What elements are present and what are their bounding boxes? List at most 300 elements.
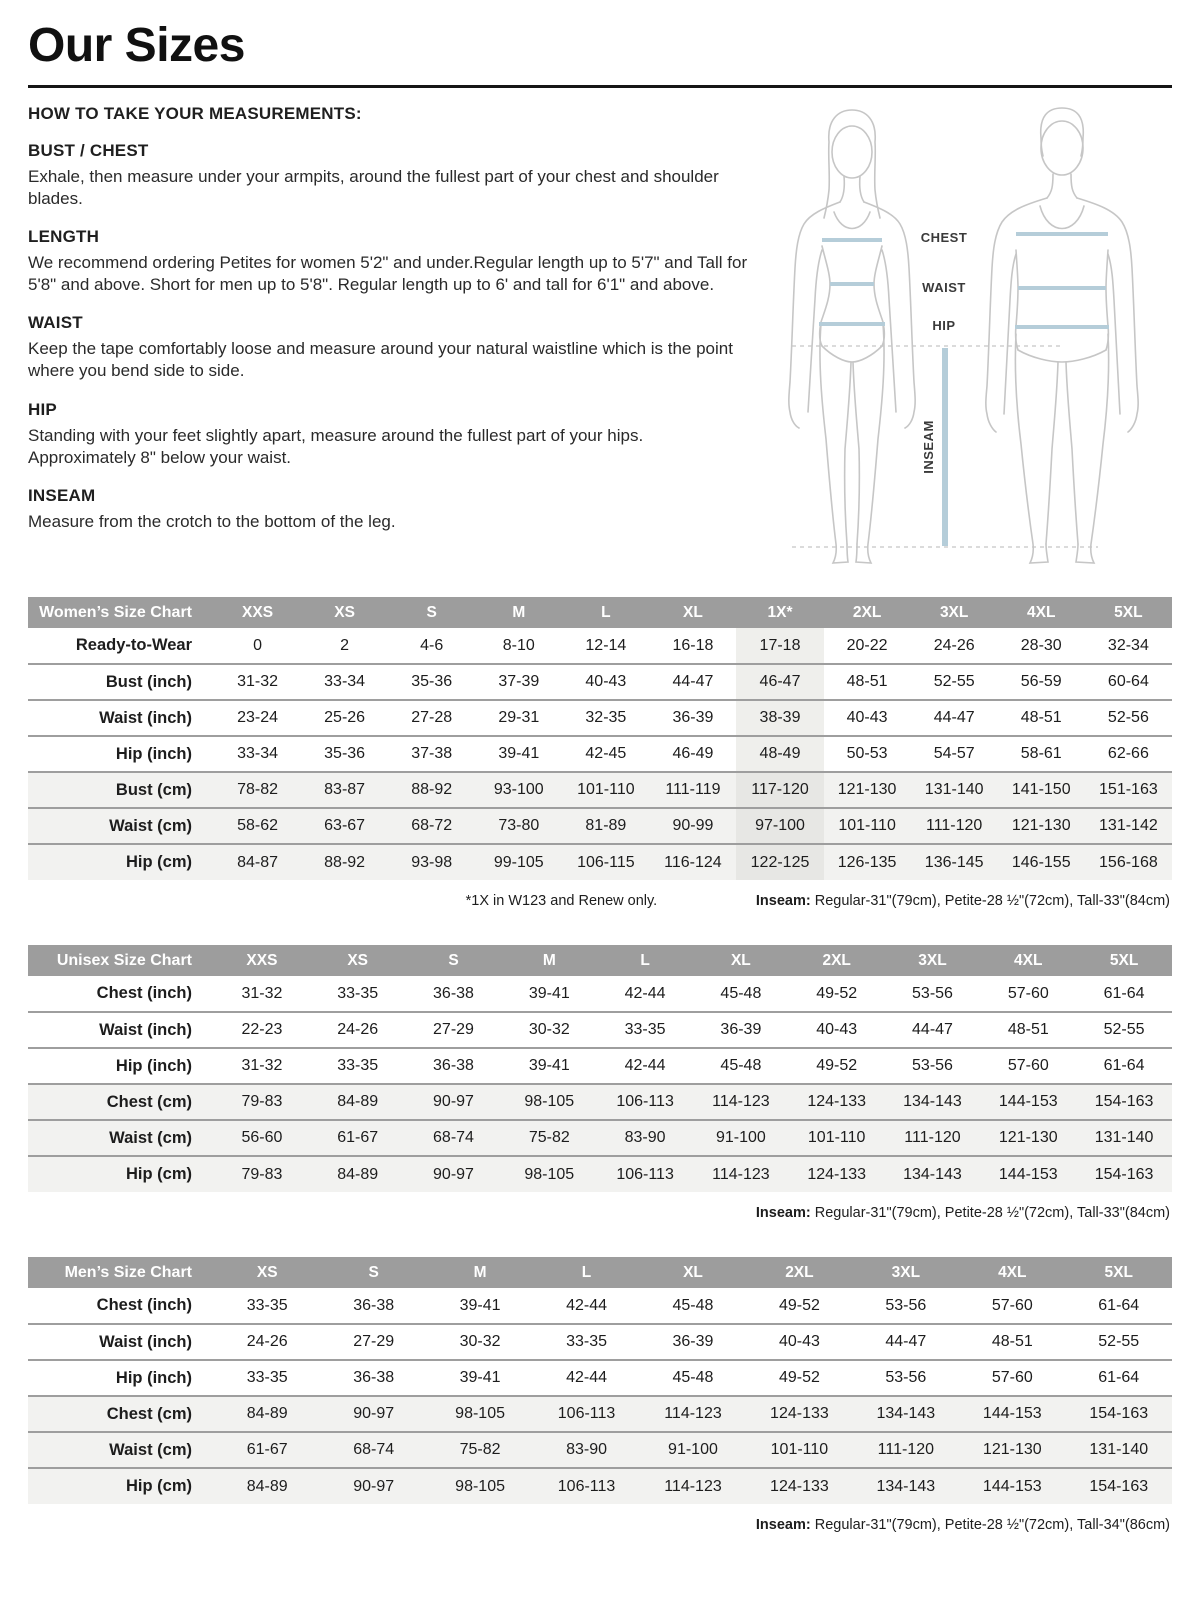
size-value-cell: 91-100 (693, 1120, 789, 1156)
size-table-row (28, 1120, 1172, 1156)
size-value-cell: 33-35 (337, 984, 379, 1002)
size-column-header: 5XL (1085, 597, 1172, 628)
size-value-cell: 31-32 (241, 984, 283, 1002)
size-value-cell: 42-45 (585, 745, 627, 762)
title-divider (28, 85, 1172, 88)
unisex-size-table (28, 945, 1172, 1192)
size-column-header: 3XL (853, 1257, 959, 1288)
size-value-cell: 63-67 (301, 808, 388, 844)
size-value-cell: 40-43 (816, 1021, 858, 1038)
size-value-cell: 37-38 (411, 745, 453, 762)
size-value-cell: 134-143 (853, 1396, 959, 1432)
size-value-cell: 40-43 (846, 709, 888, 726)
size-value-cell: 52-55 (1103, 1021, 1145, 1038)
size-table-row (28, 844, 1172, 880)
size-column-header: XS (214, 1257, 320, 1288)
size-value-cell: 24-26 (337, 1021, 379, 1038)
size-table-header-row (28, 597, 1172, 628)
size-value-cell: 90-99 (649, 808, 736, 844)
size-value-cell: 151-163 (1085, 772, 1172, 808)
size-value-cell: 75-82 (427, 1432, 533, 1468)
size-table-header-row (28, 945, 1172, 976)
size-value-cell: 48-51 (846, 673, 888, 690)
inseam-footnote-label: Inseam: (755, 893, 811, 909)
size-value-cell: 144-153 (959, 1468, 1065, 1504)
size-value-cell: 36-39 (672, 1333, 714, 1350)
size-value-cell: 144-153 (980, 1156, 1076, 1192)
unisex-footnotes (28, 1205, 1172, 1227)
size-value-cell: 17-18 (736, 628, 823, 664)
size-value-cell: 75-82 (501, 1120, 597, 1156)
size-value-cell: 61-64 (1103, 1057, 1145, 1074)
size-value-cell: 36-39 (672, 709, 714, 726)
size-value-cell: 32-35 (585, 709, 627, 726)
size-value-cell: 58-62 (214, 808, 301, 844)
size-value-cell: 131-140 (1066, 1432, 1173, 1468)
mens-inseam-footnote (756, 1517, 1170, 1533)
size-column-header: S (388, 597, 475, 628)
size-value-cell: 27-29 (353, 1333, 395, 1350)
size-value-cell: 84-89 (214, 1396, 320, 1432)
size-value-cell: 61-67 (310, 1120, 406, 1156)
inseam-footnote-text: Regular-31"(79cm), Petite-28 ½"(72cm), Tall-33"(84cm) (810, 893, 1170, 909)
size-column-header: XL (693, 945, 789, 976)
size-value-cell: 20-22 (846, 636, 888, 654)
measurement-diagram (752, 94, 1172, 579)
size-value-cell: 134-143 (885, 1084, 981, 1120)
size-value-cell: 0 (253, 636, 262, 654)
size-table-row (28, 1012, 1172, 1048)
size-value-cell: 36-38 (353, 1369, 395, 1386)
size-column-header: 4XL (998, 597, 1085, 628)
size-value-cell: 98-105 (427, 1468, 533, 1504)
size-table-row (28, 1084, 1172, 1120)
size-value-cell: 62-66 (1107, 745, 1149, 762)
row-label: Chest (cm) (28, 1084, 214, 1120)
size-value-cell: 30-32 (459, 1333, 501, 1350)
size-column-header: 5XL (1076, 945, 1172, 976)
size-value-cell: 53-56 (912, 984, 953, 1002)
size-value-cell: 42-44 (624, 984, 666, 1002)
size-value-cell: 68-74 (320, 1432, 426, 1468)
womens-size-table (28, 597, 1172, 880)
size-value-cell: 49-52 (816, 984, 858, 1002)
size-value-cell: 106-113 (533, 1468, 639, 1504)
size-value-cell: 116-124 (649, 844, 736, 880)
size-value-cell: 42-44 (624, 1057, 666, 1074)
size-value-cell: 57-60 (1007, 984, 1049, 1002)
size-column-header: XL (649, 597, 736, 628)
size-value-cell: 44-47 (933, 709, 975, 726)
body-measurement-illustration (752, 94, 1172, 574)
size-value-cell: 38-39 (736, 700, 823, 736)
size-column-header: XS (301, 597, 388, 628)
size-column-header: 3XL (911, 597, 998, 628)
size-value-cell: 81-89 (562, 808, 649, 844)
size-value-cell: 54-57 (933, 745, 975, 762)
size-value-cell: 84-89 (310, 1084, 406, 1120)
size-value-cell: 101-110 (746, 1432, 852, 1468)
section-body-inseam: Measure from the crotch to the bottom of the leg. (28, 511, 396, 531)
size-table-row (28, 1396, 1172, 1432)
inseam-footnote-label: Inseam: (755, 1205, 811, 1221)
size-value-cell: 53-56 (912, 1057, 953, 1074)
row-label: Waist (cm) (28, 1120, 214, 1156)
section-title-hip: HIP (28, 399, 57, 419)
size-value-cell: 33-35 (246, 1296, 288, 1314)
section-title-inseam: INSEAM (28, 485, 96, 505)
size-value-cell: 49-52 (816, 1057, 858, 1074)
chest-label: CHEST (920, 230, 968, 245)
unisex-inseam-footnote (756, 1205, 1170, 1221)
size-value-cell: 124-133 (789, 1084, 885, 1120)
size-value-cell: 68-72 (388, 808, 475, 844)
size-table-row (28, 628, 1172, 664)
size-value-cell: 48-51 (1020, 709, 1062, 726)
section-body-waist: Keep the tape comfortably loose and measure around your natural waistline which is the point where you bend side to side. (28, 339, 733, 381)
size-value-cell: 154-163 (1066, 1396, 1173, 1432)
size-value-cell: 88-92 (301, 844, 388, 880)
size-value-cell: 33-34 (237, 745, 278, 762)
size-value-cell: 60-64 (1107, 673, 1149, 690)
size-value-cell: 122-125 (736, 844, 823, 880)
size-value-cell: 146-155 (998, 844, 1085, 880)
size-value-cell: 78-82 (214, 772, 301, 808)
row-label: Chest (inch) (96, 1296, 192, 1314)
row-label: Waist (cm) (28, 808, 214, 844)
size-value-cell: 44-47 (912, 1021, 953, 1038)
size-value-cell: 45-48 (720, 1057, 762, 1074)
size-value-cell: 124-133 (746, 1468, 852, 1504)
size-table-row (28, 1156, 1172, 1192)
size-value-cell: 39-41 (459, 1369, 501, 1386)
hip-label: HIP (932, 318, 956, 333)
size-column-header: XXS (214, 597, 301, 628)
size-value-cell: 101-110 (562, 772, 649, 808)
size-table-row (28, 700, 1172, 736)
size-value-cell: 46-49 (672, 745, 714, 762)
womens-footnotes (28, 893, 1172, 915)
row-label: Waist (inch) (99, 1020, 192, 1039)
size-value-cell: 27-29 (433, 1021, 474, 1038)
size-table-title: Men’s Size Chart (28, 1257, 214, 1288)
size-value-cell: 91-100 (640, 1432, 746, 1468)
size-value-cell: 33-34 (324, 673, 366, 690)
size-table-row (28, 1324, 1172, 1360)
size-value-cell: 84-89 (214, 1468, 320, 1504)
size-value-cell: 131-140 (1076, 1120, 1172, 1156)
size-value-cell: 32-34 (1107, 636, 1149, 654)
size-value-cell: 49-52 (778, 1369, 820, 1386)
row-label: Hip (cm) (28, 844, 214, 880)
size-value-cell: 90-97 (406, 1084, 502, 1120)
size-value-cell: 68-74 (406, 1120, 502, 1156)
size-value-cell: 131-142 (1085, 808, 1172, 844)
size-value-cell: 141-150 (998, 772, 1085, 808)
mens-size-table (28, 1257, 1172, 1504)
inseam-footnote-text: Regular-31"(79cm), Petite-28 ½"(72cm), Tall-34"(86cm) (810, 1517, 1170, 1533)
size-column-header: 2XL (746, 1257, 852, 1288)
size-value-cell: 31-32 (241, 1057, 283, 1074)
size-value-cell: 57-60 (991, 1369, 1033, 1386)
size-value-cell: 90-97 (406, 1156, 502, 1192)
row-label: Hip (cm) (28, 1156, 214, 1192)
row-label: Hip (cm) (28, 1468, 214, 1504)
footnote-1x-note: *1X in W123 and Renew only. (465, 893, 658, 909)
size-value-cell: 33-35 (566, 1333, 607, 1350)
size-value-cell: 156-168 (1085, 844, 1172, 880)
size-value-cell: 42-44 (566, 1296, 607, 1314)
size-table-header-row (28, 1257, 1172, 1288)
size-value-cell: 16-18 (672, 636, 714, 654)
size-value-cell: 154-163 (1066, 1468, 1173, 1504)
size-value-cell: 61-64 (1098, 1296, 1140, 1314)
size-value-cell: 111-120 (885, 1120, 981, 1156)
size-value-cell: 48-51 (1007, 1021, 1049, 1038)
size-value-cell: 49-52 (778, 1296, 820, 1314)
size-value-cell: 83-90 (597, 1120, 693, 1156)
size-value-cell: 42-44 (566, 1369, 607, 1386)
mens-footnotes (28, 1517, 1172, 1539)
size-value-cell: 84-87 (214, 844, 301, 880)
size-column-header: XL (640, 1257, 746, 1288)
size-value-cell: 4-6 (420, 636, 444, 654)
section-title-length: LENGTH (28, 227, 100, 247)
size-value-cell: 30-32 (528, 1021, 570, 1038)
section-title-waist: WAIST (28, 313, 83, 333)
size-table-row (28, 1360, 1172, 1396)
size-value-cell: 44-47 (672, 673, 714, 690)
size-table-row (28, 1432, 1172, 1468)
size-value-cell: 56-59 (1020, 673, 1062, 690)
size-value-cell: 23-24 (237, 709, 278, 726)
size-table-row (28, 772, 1172, 808)
womens-inseam-footnote (756, 893, 1170, 909)
size-value-cell: 45-48 (672, 1296, 714, 1314)
size-column-header: L (533, 1257, 639, 1288)
size-column-header: L (562, 597, 649, 628)
size-value-cell: 98-105 (501, 1084, 597, 1120)
size-value-cell: 61-64 (1098, 1369, 1140, 1386)
row-label: Hip (inch) (115, 744, 192, 763)
size-value-cell: 83-90 (533, 1432, 639, 1468)
how-to-text-column (28, 100, 752, 533)
row-label: Hip (inch) (115, 1368, 192, 1387)
row-label: Chest (cm) (28, 1396, 214, 1432)
size-value-cell: 131-140 (911, 772, 998, 808)
size-value-cell: 79-83 (214, 1156, 310, 1192)
size-value-cell: 48-51 (991, 1333, 1033, 1350)
size-value-cell: 90-97 (320, 1468, 426, 1504)
size-value-cell: 12-14 (585, 636, 627, 654)
woman-figure-outline (789, 110, 915, 563)
size-value-cell: 36-38 (433, 1057, 474, 1074)
page-title: Our Sizes (28, 19, 245, 72)
size-column-header: 4XL (980, 945, 1076, 976)
size-value-cell: 56-60 (214, 1120, 310, 1156)
size-value-cell: 84-89 (310, 1156, 406, 1192)
size-value-cell: 24-26 (246, 1333, 288, 1350)
size-value-cell: 98-105 (427, 1396, 533, 1432)
size-value-cell: 52-56 (1107, 709, 1149, 726)
size-value-cell: 44-47 (885, 1333, 927, 1350)
size-value-cell: 61-67 (214, 1432, 320, 1468)
size-value-cell: 121-130 (998, 808, 1085, 844)
size-value-cell: 90-97 (320, 1396, 426, 1432)
size-table-title: Women’s Size Chart (28, 597, 214, 628)
row-label: Waist (cm) (28, 1432, 214, 1468)
size-value-cell: 36-38 (433, 984, 474, 1002)
size-column-header: M (501, 945, 597, 976)
size-column-header: 1X* (736, 597, 823, 628)
size-value-cell: 27-28 (411, 709, 453, 726)
size-column-header: 2XL (824, 597, 911, 628)
size-table-row (28, 808, 1172, 844)
size-value-cell: 48-49 (736, 736, 823, 772)
size-value-cell: 117-120 (736, 772, 823, 808)
measurement-instructions-section (28, 100, 1172, 579)
size-table-title: Unisex Size Chart (28, 945, 214, 976)
size-table-row (28, 664, 1172, 700)
size-value-cell: 36-38 (353, 1296, 395, 1314)
size-value-cell: 114-123 (693, 1084, 789, 1120)
size-value-cell: 33-35 (337, 1057, 379, 1074)
size-value-cell: 39-41 (528, 984, 570, 1002)
row-label: Ready-to-Wear (75, 636, 192, 654)
size-value-cell: 93-100 (475, 772, 562, 808)
size-value-cell: 134-143 (853, 1468, 959, 1504)
size-value-cell: 45-48 (720, 984, 762, 1002)
size-column-header: S (320, 1257, 426, 1288)
section-title-bust-chest: BUST / CHEST (28, 141, 149, 160)
size-value-cell: 52-55 (933, 673, 975, 690)
size-value-cell: 101-110 (789, 1120, 885, 1156)
size-value-cell: 101-110 (824, 808, 911, 844)
inseam-footnote-label: Inseam: (755, 1517, 811, 1533)
size-value-cell: 106-113 (533, 1396, 639, 1432)
row-label: Bust (cm) (28, 772, 214, 808)
size-value-cell: 83-87 (301, 772, 388, 808)
size-value-cell: 111-119 (649, 772, 736, 808)
size-column-header: 3XL (885, 945, 981, 976)
size-table-row (28, 1468, 1172, 1504)
inseam-footnote-text: Regular-31"(79cm), Petite-28 ½"(72cm), Tall-33"(84cm) (810, 1205, 1170, 1221)
size-value-cell: 45-48 (672, 1369, 714, 1386)
size-value-cell: 2 (340, 636, 350, 654)
waist-label: WAIST (922, 280, 966, 295)
size-value-cell: 126-135 (824, 844, 911, 880)
inseam-label: INSEAM (921, 420, 936, 474)
size-value-cell: 61-64 (1103, 984, 1145, 1002)
size-value-cell: 33-35 (246, 1369, 288, 1386)
size-value-cell: 39-41 (459, 1296, 501, 1314)
size-value-cell: 106-115 (562, 844, 649, 880)
size-value-cell: 52-55 (1098, 1333, 1140, 1350)
row-label: Waist (inch) (99, 1332, 192, 1351)
size-value-cell: 144-153 (980, 1084, 1076, 1120)
size-value-cell: 121-130 (959, 1432, 1065, 1468)
size-value-cell: 106-113 (597, 1084, 693, 1120)
size-value-cell: 31-32 (237, 673, 278, 690)
size-value-cell: 33-35 (624, 1021, 666, 1038)
size-value-cell: 79-83 (214, 1084, 310, 1120)
size-value-cell: 114-123 (693, 1156, 789, 1192)
size-column-header: XXS (214, 945, 310, 976)
size-value-cell: 99-105 (475, 844, 562, 880)
size-table-row (28, 976, 1172, 1012)
size-table-row (28, 1048, 1172, 1084)
size-column-header: XS (310, 945, 406, 976)
size-value-cell: 114-123 (640, 1396, 746, 1432)
row-label: Hip (inch) (115, 1056, 192, 1075)
size-value-cell: 58-61 (1020, 745, 1062, 762)
size-value-cell: 57-60 (1007, 1057, 1049, 1074)
size-value-cell: 35-36 (411, 673, 453, 690)
size-value-cell: 124-133 (789, 1156, 885, 1192)
size-value-cell: 111-120 (911, 808, 998, 844)
size-value-cell: 8-10 (502, 636, 535, 654)
size-value-cell: 25-26 (324, 709, 366, 726)
size-column-header: M (475, 597, 562, 628)
size-column-header: 5XL (1066, 1257, 1173, 1288)
size-value-cell: 37-39 (498, 673, 540, 690)
size-column-header: M (427, 1257, 533, 1288)
how-to-heading: HOW TO TAKE YOUR MEASUREMENTS: (28, 104, 362, 123)
size-value-cell: 53-56 (885, 1296, 927, 1314)
size-value-cell: 136-145 (911, 844, 998, 880)
row-label: Chest (inch) (96, 984, 192, 1002)
size-column-header: 2XL (789, 945, 885, 976)
size-value-cell: 36-39 (720, 1021, 762, 1038)
size-value-cell: 134-143 (885, 1156, 981, 1192)
size-value-cell: 97-100 (736, 808, 823, 844)
size-value-cell: 98-105 (501, 1156, 597, 1192)
section-body-length: We recommend ordering Petites for women 5'2" and under.Regular length up to 5'7" and Tall for 5'8" and above. Short for men up to 5'8". Regular length up to 6' and tall for 6'1" and above. (28, 253, 748, 295)
size-value-cell: 53-56 (885, 1369, 927, 1386)
size-value-cell: 39-41 (528, 1057, 570, 1074)
size-column-header: 4XL (959, 1257, 1065, 1288)
size-value-cell: 114-123 (640, 1468, 746, 1504)
size-value-cell: 154-163 (1076, 1084, 1172, 1120)
size-value-cell: 144-153 (959, 1396, 1065, 1432)
size-value-cell: 46-47 (736, 664, 823, 700)
size-value-cell: 29-31 (498, 709, 540, 726)
size-value-cell: 24-26 (933, 636, 975, 654)
size-value-cell: 28-30 (1020, 636, 1062, 654)
size-value-cell: 40-43 (778, 1333, 820, 1350)
size-value-cell: 124-133 (746, 1396, 852, 1432)
size-value-cell: 106-113 (597, 1156, 693, 1192)
size-column-header: L (597, 945, 693, 976)
size-value-cell: 22-23 (241, 1021, 283, 1038)
size-value-cell: 154-163 (1076, 1156, 1172, 1192)
size-value-cell: 40-43 (585, 673, 627, 690)
size-value-cell: 88-92 (388, 772, 475, 808)
section-body-bust-chest: Exhale, then measure under your armpits, around the fullest part of your chest and shoulder blades. (28, 167, 719, 209)
size-table-row (28, 1288, 1172, 1324)
row-label: Bust (inch) (105, 672, 192, 691)
man-figure-outline (986, 108, 1138, 563)
size-table-row (28, 736, 1172, 772)
row-label: Waist (inch) (99, 708, 192, 727)
size-value-cell: 50-53 (846, 745, 888, 762)
section-body-hip: Standing with your feet slightly apart, measure around the fullest part of your hips. Approximately 8" below your waist. (28, 425, 644, 467)
size-value-cell: 93-98 (388, 844, 475, 880)
size-value-cell: 35-36 (324, 745, 366, 762)
size-value-cell: 39-41 (498, 745, 540, 762)
size-value-cell: 111-120 (853, 1432, 959, 1468)
size-value-cell: 73-80 (475, 808, 562, 844)
